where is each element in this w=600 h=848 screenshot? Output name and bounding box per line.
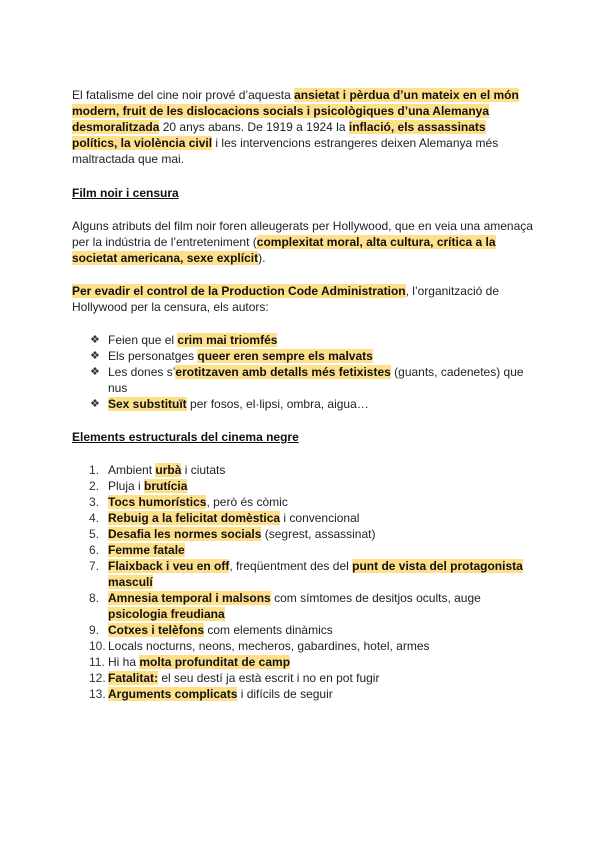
list-number: 12. xyxy=(89,671,106,685)
censura-p2-text: , l’organització de Hollywood per la censura, els autors: xyxy=(72,284,499,314)
list-text: Hi ha xyxy=(108,655,140,669)
list-number: 13. xyxy=(89,687,106,701)
list-highlight: molta profunditat de camp xyxy=(139,655,291,669)
list-highlight: Amnesia temporal i malsons xyxy=(108,591,271,605)
list-number: 2. xyxy=(89,479,100,493)
intro-highlight-1: ansietat i pèrdua d’un mateix en el món modern, fruit de les dislocacions socials i psicològiques d’una Alemanya desmoralitzada xyxy=(72,88,519,134)
bullet-highlight: crim mai triomfés xyxy=(177,333,278,347)
censura-p1-text-1: Alguns atributs del film noir foren alleugerats per Hollywood, que en veia una amenaça per la indústria de l’entreteniment ( xyxy=(72,219,533,249)
list-number: 8. xyxy=(89,591,100,605)
list-highlight: Fatalitat: xyxy=(108,671,159,685)
censura-bullet-list xyxy=(72,332,534,412)
list-highlight: Rebuig a la felicitat domèstica xyxy=(108,511,281,525)
intro-text-2: 20 anys abans. De 1919 a 1924 la xyxy=(159,120,349,134)
list-item xyxy=(72,462,534,478)
list-item xyxy=(72,478,534,494)
list-number: 4. xyxy=(89,511,100,525)
list-highlight: Femme fatale xyxy=(108,543,185,557)
censura-p1-text-2: ). xyxy=(258,251,266,265)
list-highlight: brutícia xyxy=(144,479,188,493)
list-item xyxy=(72,622,534,638)
list-number: 10. xyxy=(89,639,106,653)
list-text-post: , freqüentment des del xyxy=(229,559,353,573)
list-highlight: Tocs humorístics xyxy=(108,495,207,509)
section-heading-elements: Elements estructurals del cinema negre xyxy=(72,430,299,444)
list-item xyxy=(72,638,534,654)
list-number: 11. xyxy=(89,655,105,669)
bullet-highlight: erotitzaven amb detalls més fetixistes xyxy=(175,365,391,379)
list-item xyxy=(72,686,534,702)
bullet-highlight: Sex substituït xyxy=(108,397,187,411)
intro-text-3: i les intervencions estrangeres deixen Alemanya més maltractada que mai. xyxy=(72,136,499,166)
censura-p2-highlight: Per evadir el control de la Production Code Administration xyxy=(72,284,406,298)
list-highlight: Desafia les normes socials xyxy=(108,527,262,541)
bullet-item xyxy=(72,364,534,396)
list-item xyxy=(72,670,534,686)
bullet-text: Feien que el xyxy=(108,333,178,347)
list-number: 1. xyxy=(89,463,100,477)
list-item xyxy=(72,654,534,670)
list-text-post: i ciutats xyxy=(181,463,226,477)
section-heading-censura: Film noir i censura xyxy=(72,186,179,200)
list-text-post: i convencional xyxy=(280,511,360,525)
intro-highlight-2: inflació, els assassinats polítics, la violència civil xyxy=(72,120,486,150)
bullet-item xyxy=(72,332,534,348)
list-item xyxy=(72,510,534,526)
list-number: 5. xyxy=(89,527,100,541)
list-text-post: (segrest, assassinat) xyxy=(261,527,376,541)
list-highlight: Cotxes i telèfons xyxy=(108,623,205,637)
list-item xyxy=(72,558,534,590)
bullet-highlight: queer eren sempre els malvats xyxy=(197,349,373,363)
list-highlight: Arguments complicats xyxy=(108,687,238,701)
list-number: 9. xyxy=(89,623,100,637)
diamond-bullet-icon: ❖ xyxy=(90,398,100,410)
list-item xyxy=(72,542,534,558)
bullet-text-post: per fosos, el·lipsi, ombra, aigua… xyxy=(186,397,369,411)
diamond-bullet-icon: ❖ xyxy=(90,334,100,346)
list-highlight: urbà xyxy=(155,463,182,477)
list-text-post: com símtomes de desitjos ocults, auge xyxy=(270,591,481,605)
list-item xyxy=(72,526,534,542)
list-text: Locals nocturns, neons, mecheros, gabardines, hotel, armes xyxy=(108,639,430,653)
bullet-text-post: (guants, cadenetes) que nus xyxy=(108,365,524,395)
censura-p1-highlight: complexitat moral, alta cultura, crítica a la societat americana, sexe explícit xyxy=(72,235,496,265)
list-number: 3. xyxy=(89,495,100,509)
document-page xyxy=(72,87,534,702)
bullet-text: Les dones s’ xyxy=(108,365,176,379)
list-item xyxy=(72,590,534,622)
list-highlight: Flaixback i veu en off xyxy=(108,559,230,573)
diamond-bullet-icon: ❖ xyxy=(90,350,100,362)
list-text-post: el seu destí ja està escrit i no en pot fugir xyxy=(158,671,380,685)
bullet-text: Els personatges xyxy=(108,349,198,363)
intro-text-1: El fatalisme del cine noir prové d’aquesta xyxy=(72,88,295,102)
censura-paragraph-1 xyxy=(72,218,534,266)
list-text: Pluja i xyxy=(108,479,145,493)
list-highlight-2: psicologia freudiana xyxy=(108,607,225,621)
bullet-item xyxy=(72,348,534,364)
list-text-post: com elements dinàmics xyxy=(204,623,333,637)
intro-paragraph xyxy=(72,87,534,167)
diamond-bullet-icon: ❖ xyxy=(90,366,100,378)
list-number: 7. xyxy=(89,559,100,573)
elements-numbered-list xyxy=(72,462,534,702)
list-number: 6. xyxy=(89,543,100,557)
list-text-post: , però és còmic xyxy=(206,495,288,509)
censura-paragraph-2 xyxy=(72,283,534,315)
list-item xyxy=(72,494,534,510)
list-highlight-2: punt de vista del protagonista masculí xyxy=(108,559,523,589)
list-text-post: i difícils de seguir xyxy=(237,687,333,701)
list-text: Ambient xyxy=(108,463,156,477)
bullet-item xyxy=(72,396,534,412)
